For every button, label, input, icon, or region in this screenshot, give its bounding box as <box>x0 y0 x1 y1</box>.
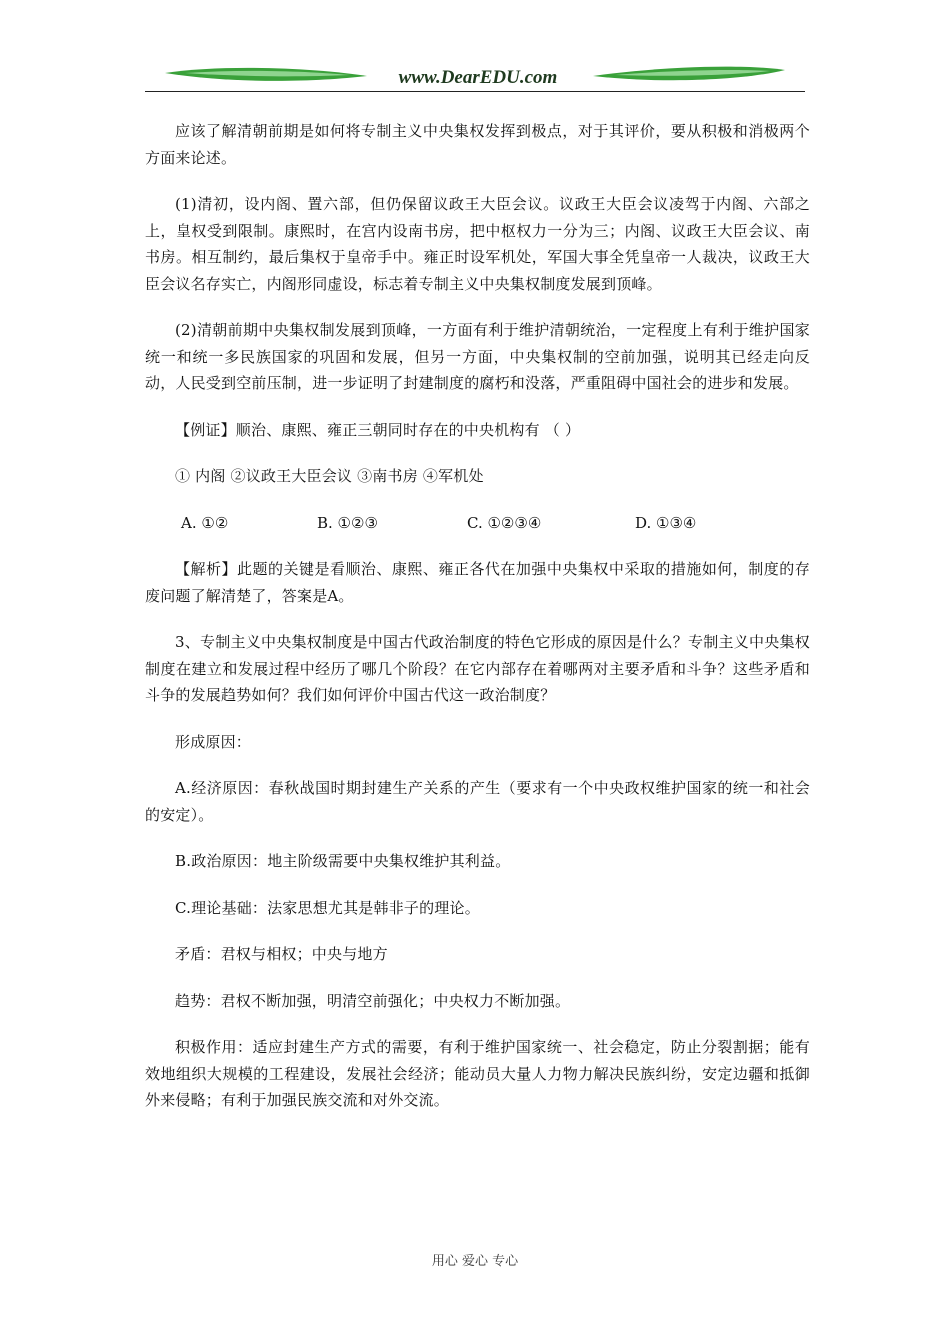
example-question: 【例证】顺治、康熙、雍正三朝同时存在的中央机构有 （ ） <box>175 420 581 439</box>
example-items: ① 内阁 ②议政王大臣会议 ③南书房 ④军机处 <box>175 467 484 485</box>
causes-heading: 形成原因： <box>175 732 252 751</box>
cause-theory: C.理论基础：法家思想尤其是韩非子的理论。 <box>175 898 480 917</box>
point-2-paragraph: (2)清朝前期中央集权制发展到顶峰，一方面有利于维护清朝统治，一定程度上有利于维护国家统一和统一多民族国家的巩固和发展，但另一方面，中央集权制的空前加强，说明其已经走向反动，人民受到空前压制，进一步证明了封建制度的腐朽和没落，严重阻碍中国社会的进步和发展。 <box>145 321 810 392</box>
contradiction-line: 矛盾：君权与相权；中央与地方 <box>175 945 388 963</box>
positive-effects-paragraph: 积极作用：适应封建生产方式的需要，有利于维护国家统一、社会稳定，防止分裂割据；能有效地组织大规模的工程建设，发展社会经济；能动员大量人力物力解决民族纠纷，安定边疆和抵御外来侵略；有利于加强民族交流和对外交流。 <box>145 1038 810 1109</box>
option-c: C. ①②③④ <box>467 513 542 532</box>
site-logo-text: www.DearEDU.com <box>398 67 558 88</box>
option-b: B. ①②③ <box>317 513 378 532</box>
header-divider <box>145 91 805 92</box>
cause-economic: A.经济原因：春秋战国时期封建生产关系的产生（要求有一个中央政权维护国家的统一和社会的安定）。 <box>145 779 810 824</box>
intro-paragraph: 应该了解清朝前期是如何将专制主义中央集权发挥到极点，对于其评价，要从积极和消极两个方面来论述。 <box>145 122 810 167</box>
point-1-paragraph: (1)清初，设内阁、置六部，但仍保留议政王大臣会议。议政王大臣会议凌驾于内阁、六部之上，皇权受到限制。康熙时，在宫内设南书房，把中枢权力一分为三；内阁、议政王大臣会议、南书房。相互制约，最后集权于皇帝手中。雍正时设军机处，军国大事全凭皇帝一人裁决，议政王大臣会议名存实亡，内阁形同虚设，标志着专制主义中央集权制度发展到顶峰。 <box>145 195 810 293</box>
option-a: A. ①② <box>181 513 229 532</box>
header-logo-banner <box>145 62 805 94</box>
question-3-paragraph: 3、专制主义中央集权制度是中国古代政治制度的特色它形成的原因是什么？专制主义中央集权制度在建立和发展过程中经历了哪几个阶段？在它内部存在着哪两对主要矛盾和斗争？这些矛盾和斗争的发展趋势如何？我们如何评价中国古代这一政治制度？ <box>145 633 810 704</box>
answer-options <box>145 510 810 537</box>
trend-line: 趋势：君权不断加强，明清空前强化；中央权力不断加强。 <box>175 991 571 1010</box>
cause-political: B.政治原因：地主阶级需要中央集权维护其利益。 <box>175 852 511 870</box>
analysis-paragraph: 【解析】此题的关键是看顺治、康熙、雍正各代在加强中央集权中采取的措施如何，制度的存废问题了解清楚了，答案是A。 <box>145 560 810 605</box>
leaf-swoosh-logo <box>145 62 805 94</box>
page-footer: 用心 爱心 专心 <box>431 1254 519 1269</box>
document-body <box>145 118 810 1134</box>
option-d: D. ①③④ <box>635 513 697 532</box>
